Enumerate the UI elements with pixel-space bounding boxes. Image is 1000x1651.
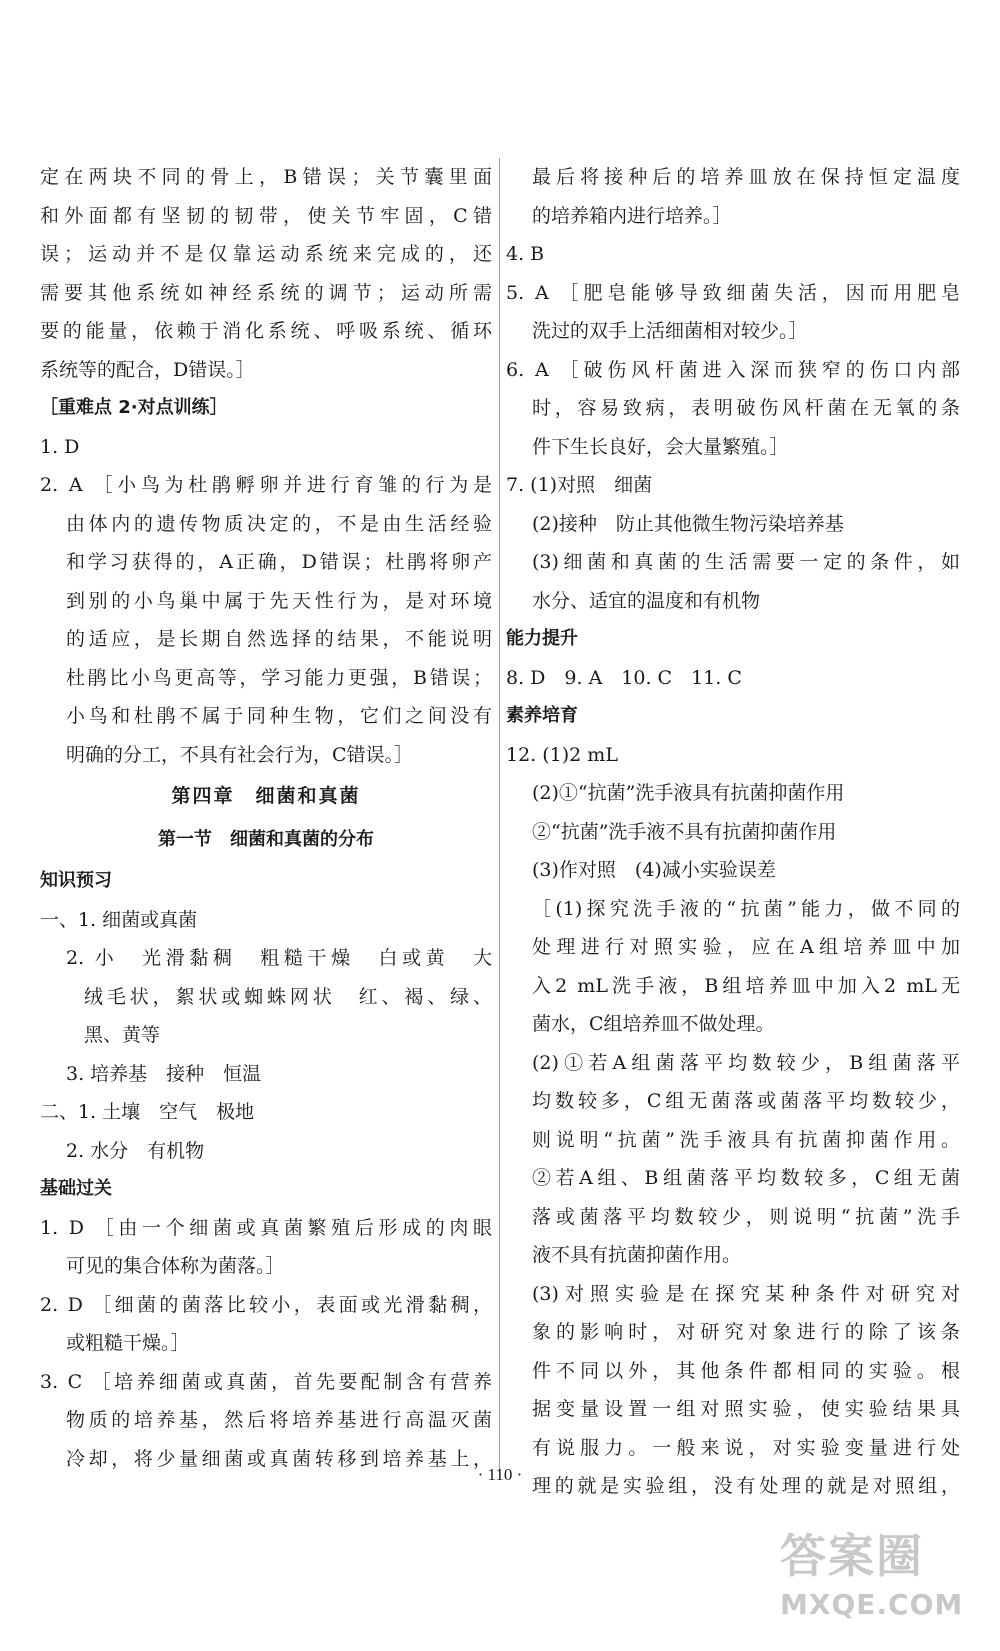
text-line: 需要其他系统如神经系统的调节；运动所需 bbox=[40, 281, 492, 304]
column-divider bbox=[499, 158, 500, 1478]
text-line: 可见的集合体称为菌落。］ bbox=[66, 1255, 285, 1277]
text-line: 2. D ［细菌的菌落比较小，表面或光滑黏稠， bbox=[40, 1293, 492, 1316]
text-line: 理的就是实验组，没有处理的就是对照组， bbox=[532, 1475, 960, 1497]
text-line: 7. (1)对照 细菌 bbox=[506, 474, 653, 496]
text-line: 则说明“抗菌”洗手液具有抗菌抑菌作用。 bbox=[532, 1128, 960, 1151]
text-line: 杜鹃比小鸟更高等，学习能力更强，B错误； bbox=[66, 666, 492, 689]
section-heading: 知识预习 bbox=[40, 870, 112, 891]
text-line: 误；运动并不是仅靠运动系统来完成的，还 bbox=[40, 243, 492, 265]
text-line: 冷却，将少量细菌或真菌转移到培养基上， bbox=[66, 1447, 492, 1470]
text-line: 黑、黄等 bbox=[84, 1024, 161, 1046]
text-line: (3)作对照 (4)减小实验误差 bbox=[532, 859, 776, 881]
text-line: 3. 培养基 接种 恒温 bbox=[66, 1062, 262, 1085]
text-line: 件不同以外，其他条件都相同的实验。根 bbox=[532, 1359, 960, 1382]
text-line: 有说服力。一般来说，对实验变量进行处 bbox=[532, 1436, 960, 1459]
text-line: 入2 mL洗手液，B组培养皿中加入2 mL无 bbox=[532, 974, 960, 997]
text-line: 和外面都有坚韧的韧带，使关节牢固，C错 bbox=[40, 204, 492, 227]
text-line: (2)①“抗菌”洗手液具有抗菌抑菌作用 bbox=[532, 782, 845, 804]
left-column bbox=[40, 158, 492, 1478]
text-line: 件下生长良好，会大量繁殖。］ bbox=[532, 435, 789, 458]
section-heading: 基础过关 bbox=[40, 1178, 112, 1199]
text-line: 1. D ［由一个细菌或真菌繁殖后形成的肉眼 bbox=[40, 1216, 492, 1239]
text-line: 水分、适宜的温度和有机物 bbox=[532, 589, 761, 612]
text-line: 系统等的配合，D错误。］ bbox=[40, 358, 255, 381]
section-title: 第一节 细菌和真菌的分布 bbox=[158, 829, 374, 850]
text-line: 8. D 9. A 10. C 11. C bbox=[506, 666, 742, 689]
text-line: 液不具有抗菌抑菌作用。 bbox=[532, 1244, 742, 1266]
text-line: 一、1. 细菌或真菌 bbox=[40, 908, 198, 931]
section-heading: 素养培育 bbox=[506, 705, 578, 726]
text-line: 均数较多，C组无菌落或菌落平均数较少， bbox=[532, 1090, 960, 1112]
watermark-text: 答案圈 bbox=[780, 1529, 924, 1583]
text-line: 12. (1)2 mL bbox=[506, 743, 618, 766]
text-line: (3)细菌和真菌的生活需要一定的条件，如 bbox=[532, 551, 960, 573]
text-line: 物质的培养基，然后将培养基进行高温灭菌 bbox=[66, 1409, 492, 1431]
text-line: 5. A ［肥皂能够导致细菌失活，因而用肥皂 bbox=[506, 281, 960, 304]
text-line: 洗过的双手上活细菌相对较少。］ bbox=[532, 320, 808, 342]
text-line: 处理进行对照实验，应在A组培养皿中加 bbox=[532, 936, 960, 958]
watermark-logo bbox=[780, 1520, 980, 1640]
watermark-url: MXQE.COM bbox=[780, 1588, 964, 1621]
text-line: ［(1)探究洗手液的“抗菌”能力，做不同的 bbox=[532, 897, 960, 920]
text-line: 3. C ［培养细菌或真菌，首先要配制含有营养 bbox=[40, 1370, 492, 1393]
text-line: 二、1. 土壤 空气 极地 bbox=[40, 1101, 255, 1123]
page-number: · 110 · bbox=[477, 1465, 523, 1484]
text-line: 落或菌落平均数较少，则说明“抗菌”洗手 bbox=[532, 1205, 960, 1228]
text-line: 明确的分工，不具有社会行为，C错误。］ bbox=[66, 743, 414, 766]
right-column bbox=[506, 158, 960, 1506]
text-line: 1. D bbox=[40, 435, 80, 458]
text-line: ②若A组、B组菌落平均数较多，C组无菌 bbox=[532, 1167, 960, 1189]
text-line: 定在两块不同的骨上，B错误；关节囊里面 bbox=[40, 166, 492, 188]
text-line: 最后将接种后的培养皿放在保持恒定温度 bbox=[532, 166, 960, 188]
text-line: 2. 小 光滑黏稠 粗糙干燥 白或黄 大 bbox=[66, 947, 492, 969]
text-line: (2)①若A组菌落平均数较少，B组菌落平 bbox=[532, 1051, 960, 1074]
text-line: 绒毛状，絮状或蜘蛛网状 红、褐、绿、 bbox=[84, 985, 492, 1008]
text-line: 2. 水分 有机物 bbox=[66, 1139, 205, 1162]
section-heading: ［重难点 2·对点训练］ bbox=[40, 397, 228, 418]
text-line: 由体内的遗传物质决定的，不是由生活经验 bbox=[66, 512, 492, 535]
text-line: 2. A ［小鸟为杜鹃孵卵并进行育雏的行为是 bbox=[40, 474, 492, 496]
text-line: 菌水，C组培养皿不做处理。 bbox=[532, 1013, 775, 1035]
text-line: 和学习获得的，A正确，D错误；杜鹃将卵产 bbox=[66, 551, 492, 573]
section-heading: 能力提升 bbox=[506, 628, 578, 649]
text-line: (3)对照实验是在探究某种条件对研究对 bbox=[532, 1282, 960, 1305]
text-line: ②“抗菌”洗手液不具有抗菌抑菌作用 bbox=[532, 820, 837, 843]
text-line: 要的能量，依赖于消化系统、呼吸系统、循环 bbox=[40, 320, 492, 342]
text-line: 据变量设置一组对照实验，使实验结果具 bbox=[532, 1398, 960, 1420]
text-line: 的培养箱内进行培养。］ bbox=[532, 204, 732, 227]
chapter-title: 第四章 细菌和真菌 bbox=[171, 785, 361, 807]
text-line: 时，容易致病，表明破伤风杆菌在无氧的条 bbox=[532, 397, 960, 419]
text-line: 到别的小鸟巢中属于先天性行为，是对环境 bbox=[66, 589, 492, 612]
text-line: 小鸟和杜鹃不属于同种生物，它们之间没有 bbox=[66, 705, 492, 727]
text-line: 4. B bbox=[506, 243, 545, 265]
text-line: (2)接种 防止其他微生物污染培养基 bbox=[532, 512, 844, 535]
text-line: 6. A ［破伤风杆菌进入深而狭窄的伤口内部 bbox=[506, 358, 960, 381]
text-line: 的适应，是长期自然选择的结果，不能说明 bbox=[66, 628, 492, 650]
text-line: 象的影响时，对研究对象进行的除了该条 bbox=[532, 1321, 960, 1343]
text-line: 或粗糙干燥。］ bbox=[66, 1332, 190, 1354]
